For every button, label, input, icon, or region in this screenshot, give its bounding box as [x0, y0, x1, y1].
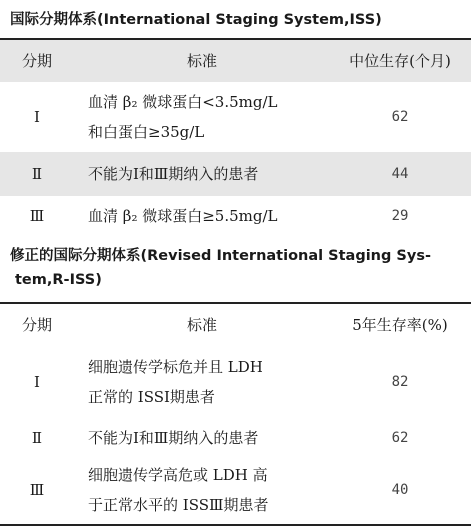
iss-header-survival: 中位生存(个月) [349, 52, 451, 70]
iss-title: 国际分期体系(International Staging System,ISS) [10, 12, 382, 28]
riss-row-2-criteria: 不能为Ⅰ和Ⅲ期纳入的患者 [88, 429, 259, 447]
iss-row-2-survival: 44 [391, 166, 409, 182]
iss-row-2-criteria: 不能为Ⅰ和Ⅲ期纳入的患者 [88, 165, 259, 183]
riss-row-2-stage: Ⅱ [31, 429, 43, 447]
iss-row-3-stage: Ⅲ [29, 207, 45, 225]
iss-row-2 [0, 152, 471, 196]
riss-row-3 [0, 458, 471, 522]
riss-title-line-2: tem,R-ISS) [15, 272, 102, 288]
riss-row-1 [0, 346, 471, 418]
riss-row-1-stage: Ⅰ [34, 373, 40, 391]
riss-row-2 [0, 418, 471, 458]
riss-header-criteria: 标准 [186, 316, 217, 334]
iss-row-1-stage: Ⅰ [34, 108, 40, 126]
iss-header-stage: 分期 [21, 52, 52, 70]
riss-row-3-survival: 40 [391, 482, 409, 498]
riss-bottom-rule [0, 524, 471, 526]
iss-row-3-criteria: 血清 β₂ 微球蛋白≥5.5mg/L [88, 207, 278, 225]
riss-header-row [0, 304, 471, 346]
riss-row-2-survival: 62 [391, 430, 409, 446]
riss-header-stage: 分期 [21, 316, 52, 334]
riss-title [0, 244, 471, 292]
iss-row-1 [0, 82, 471, 152]
iss-header-row [0, 40, 471, 82]
iss-row-1-survival: 62 [391, 109, 409, 125]
riss-title-line-1: 修正的国际分期体系(Revised International Staging Sys- [10, 248, 431, 264]
iss-row-3-survival: 29 [391, 208, 409, 224]
iss-header-criteria: 标准 [186, 52, 217, 70]
riss-row-3-criteria: 细胞遗传学高危或 LDH 高 于正常水平的 ISSⅢ期患者 [88, 466, 269, 514]
iss-row-1-criteria: 血清 β₂ 微球蛋白<3.5mg/L 和白蛋白≥35g/L [88, 93, 278, 141]
riss-row-1-criteria: 细胞遗传学标危并且 LDH 正常的 ISSⅠ期患者 [88, 358, 263, 406]
iss-row-3 [0, 196, 471, 236]
iss-row-2-stage: Ⅱ [31, 165, 43, 183]
riss-row-3-stage: Ⅲ [29, 481, 45, 499]
riss-header-survival: 5年生存率(%) [352, 316, 448, 334]
riss-row-1-survival: 82 [391, 374, 409, 390]
